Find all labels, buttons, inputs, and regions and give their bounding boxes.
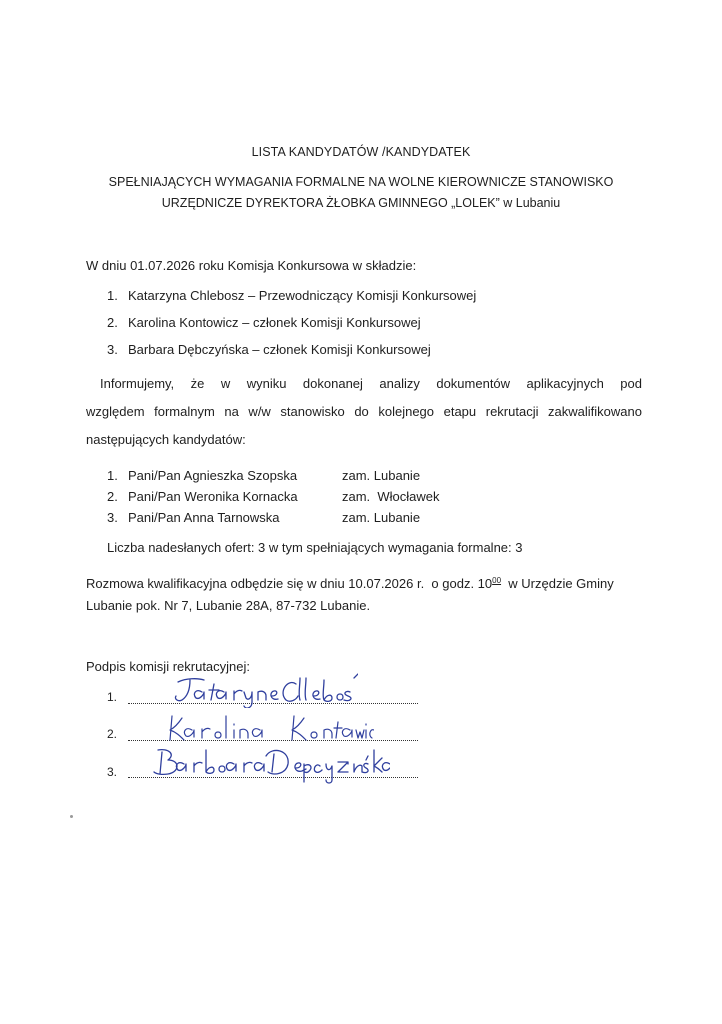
interview-time-minutes: 00 bbox=[492, 576, 502, 585]
candidate-address: zam. Lubanie bbox=[342, 468, 421, 483]
handwritten-signature-2 bbox=[164, 710, 374, 746]
info-paragraph-line: Informujemy, że w wyniku dokonanej analizy dokumentów aplikacyjnych pod bbox=[100, 376, 642, 391]
interview-line1 bbox=[86, 576, 614, 591]
document-subtitle-line2: URZĘDNICZE DYREKTORA ŻŁOBKA GMINNEGO „LOLEK” w Lubaniu bbox=[161, 196, 561, 210]
commission-item-text: Barbara Dębczyńska – członek Komisji Konkursowej bbox=[128, 342, 431, 357]
scan-speck bbox=[70, 815, 73, 818]
interview-text-cont: w Urzędzie Gminy bbox=[501, 576, 614, 591]
info-paragraph-line: następujących kandydatów: bbox=[86, 432, 246, 447]
signature-number: 1. bbox=[107, 690, 118, 704]
candidate-number: 1. bbox=[107, 468, 118, 483]
document-title: LISTA KANDYDATÓW /KANDYDATEK bbox=[251, 145, 471, 159]
handwritten-signature-1 bbox=[168, 672, 358, 708]
commission-item-number: 3. bbox=[107, 342, 118, 357]
info-paragraph-line: względem formalnym na w/w stanowisko do kolejnego etapu rekrutacji zakwalifikowano bbox=[86, 404, 642, 419]
intro-paragraph: W dniu 01.07.2026 roku Komisja Konkursowa w składzie: bbox=[86, 258, 417, 273]
interview-line2: Lubanie pok. Nr 7, Lubanie 28A, 87-732 Lubanie. bbox=[86, 598, 371, 613]
commission-item-text: Karolina Kontowicz – członek Komisji Konkursowej bbox=[128, 315, 421, 330]
candidate-address: zam. Lubanie bbox=[342, 510, 421, 525]
candidate-name: Pani/Pan Anna Tarnowska bbox=[128, 510, 280, 525]
signatures-label: Podpis komisji rekrutacyjnej: bbox=[86, 659, 251, 674]
candidate-address: zam. Włocławek bbox=[342, 489, 440, 504]
interview-text: Rozmowa kwalifikacyjna odbędzie się w dniu 10.07.2026 r. o godz. 10 bbox=[86, 576, 493, 591]
handwritten-signature-3 bbox=[150, 744, 390, 786]
document-subtitle-line1: SPEŁNIAJĄCYCH WYMAGANIA FORMALNE NA WOLNE KIEROWNICZE STANOWISKO bbox=[108, 175, 614, 189]
signature-number: 2. bbox=[107, 727, 118, 741]
commission-item-number: 1. bbox=[107, 288, 118, 303]
candidate-name: Pani/Pan Weronika Kornacka bbox=[128, 489, 298, 504]
candidate-number: 3. bbox=[107, 510, 118, 525]
signature-number: 3. bbox=[107, 765, 118, 779]
offers-count-text: Liczba nadesłanych ofert: 3 w tym spełniających wymagania formalne: 3 bbox=[107, 540, 523, 555]
commission-item-text: Katarzyna Chlebosz – Przewodniczący Komisji Konkursowej bbox=[128, 288, 477, 303]
candidate-number: 2. bbox=[107, 489, 118, 504]
candidate-name: Pani/Pan Agnieszka Szopska bbox=[128, 468, 298, 483]
commission-item-number: 2. bbox=[107, 315, 118, 330]
